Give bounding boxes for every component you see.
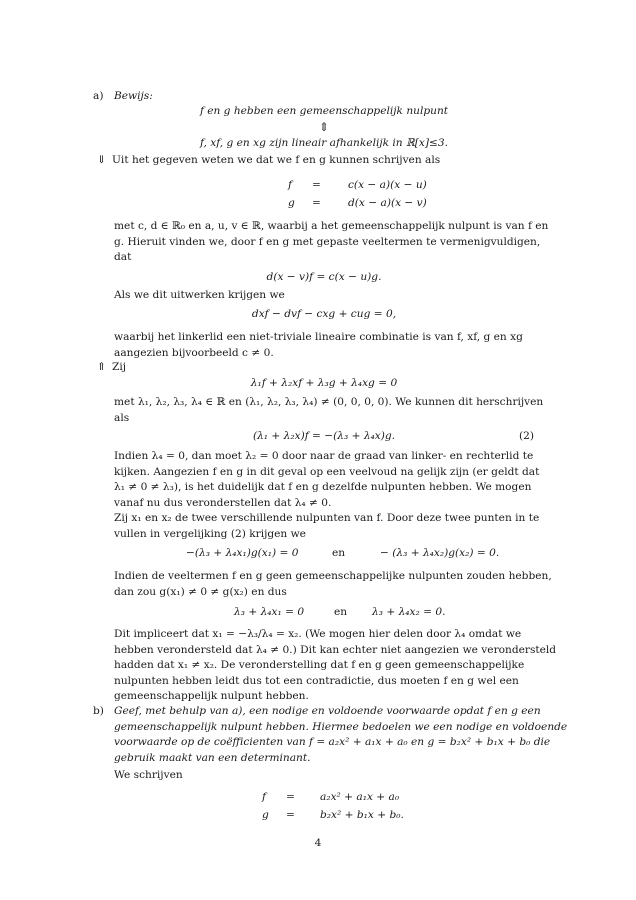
paragraph: met λ₁, λ₂, λ₃, λ₄ ∈ ℝ en (λ₁, λ₂, λ₃, λ₄) ≠ (0, 0, 0, 0). We kunnen dit herschrijven als [114, 396, 544, 424]
paragraph: Indien λ₄ = 0, dan moet λ₂ = 0 door naar de graad van linker- en rechterlid te kijken. Aangezien f en g in dit geval op een veelvoud na gelijk zijn (er geldt dat λ₁ ≠ 0 ≠ λ₃), is het duidelijk dat f en g dezelfde nulpunten hebben. We mogen vanaf nu dus veronderstellen dat λ₄ ≠ 0. Zij x₁ en x₂ de twee verschillende nulpunten van f. Door deze twee punten in te vullen in vergelijking (2) krijgen we [114, 450, 540, 540]
equation-6-connector: en [334, 606, 348, 618]
claim-line-1: f en g hebben een gemeenschappelijk nulpunt [199, 105, 449, 117]
equation-4: (λ₁ + λ₂x)f = −(λ₃ + λ₄x)g. [252, 430, 396, 442]
system-1-row: g = d(x − a)(x − v) [288, 197, 427, 209]
paragraph: Dit impliceert dat x₁ = −λ₃/λ₄ = x₂. (We mogen hier delen door λ₄ omdat we hebben verondersteld dat λ₄ ≠ 0.) Dit kan echter niet aangezien we verondersteld hadden dat x₁ ≠ x₂. De veronderstelling dat f en g geen gemeenschappelijke nulpunten hebben leidt dus tot een contradictie, dus moeten f en g wel een gemeenschappelijk nulpunt hebben. [114, 628, 557, 702]
equation-1: d(x − v)f = c(x − u)g. [266, 271, 382, 283]
iff-arrow-icon: ⇕ [318, 120, 330, 134]
part-b-label: b) [93, 705, 104, 717]
equation-5-right: − (λ₃ + λ₄x₂)g(x₂) = 0. [380, 547, 500, 559]
equation-number: (2) [518, 430, 534, 442]
direction-up-text: Zij [112, 361, 127, 373]
proof-heading: Bewijs: [114, 90, 153, 102]
equation-5-left: −(λ₃ + λ₄x₁)g(x₁) = 0 [186, 547, 299, 559]
paragraph: Als we dit uitwerken krijgen we [114, 289, 285, 301]
equation-2: dxf − dvf − cxg + cug = 0, [251, 308, 397, 320]
paragraph: Indien de veeltermen f en g geen gemeenschappelijke nulpunten zouden hebben, dan zou g(x₁) ≠ 0 ≠ g(x₂) en dus [114, 570, 552, 598]
system-1-row: f = c(x − a)(x − u) [288, 179, 427, 191]
equation-5-connector: en [332, 547, 346, 559]
direction-down-text: Uit het gegeven weten we dat we f en g kunnen schrijven als [112, 154, 441, 166]
paragraph: We schrijven [114, 769, 183, 781]
page-number: 4 [314, 837, 322, 849]
system-2-row: g = b₂x² + b₁x + b₀. [262, 809, 404, 821]
equation-6-right: λ₃ + λ₄x₂ = 0. [372, 606, 446, 618]
question-b: Geef, met behulp van a), een nodige en voldoende voorwaarde opdat f en g een gemeenschappelijk nulpunt hebben. Hiermee bedoelen we een nodige en voldoende voorwaarde op de coëfficienten van f = a₂x² + a₁x + a₀ en g = b₂x² + b₁x + b₀ die gebruik maakt van een determinant. [114, 705, 568, 764]
claim-line-2: f, xf, g en xg zijn lineair afhankelijk in ℝ[x]≤3. [199, 137, 449, 149]
equation-3: λ₁f + λ₂xf + λ₃g + λ₄xg = 0 [250, 377, 398, 389]
part-a-label: a) [93, 90, 104, 102]
system-2-row: f = a₂x² + a₁x + a₀ [262, 791, 400, 803]
down-arrow-icon: ⇓ [97, 154, 106, 166]
up-arrow-icon: ⇑ [97, 361, 106, 373]
equation-6-left: λ₃ + λ₄x₁ = 0 [234, 606, 305, 618]
paragraph: met c, d ∈ ℝ₀ en a, u, v ∈ ℝ, waarbij a het gemeenschappelijk nulpunt is van f en g. Hieruit vinden we, door f en g met gepaste veeltermen te vermenigvuldigen, dat [114, 220, 549, 263]
paragraph: waarbij het linkerlid een niet-triviale lineaire combinatie is van f, xf, g en xg aangezien bijvoorbeeld c ≠ 0. [114, 331, 523, 359]
